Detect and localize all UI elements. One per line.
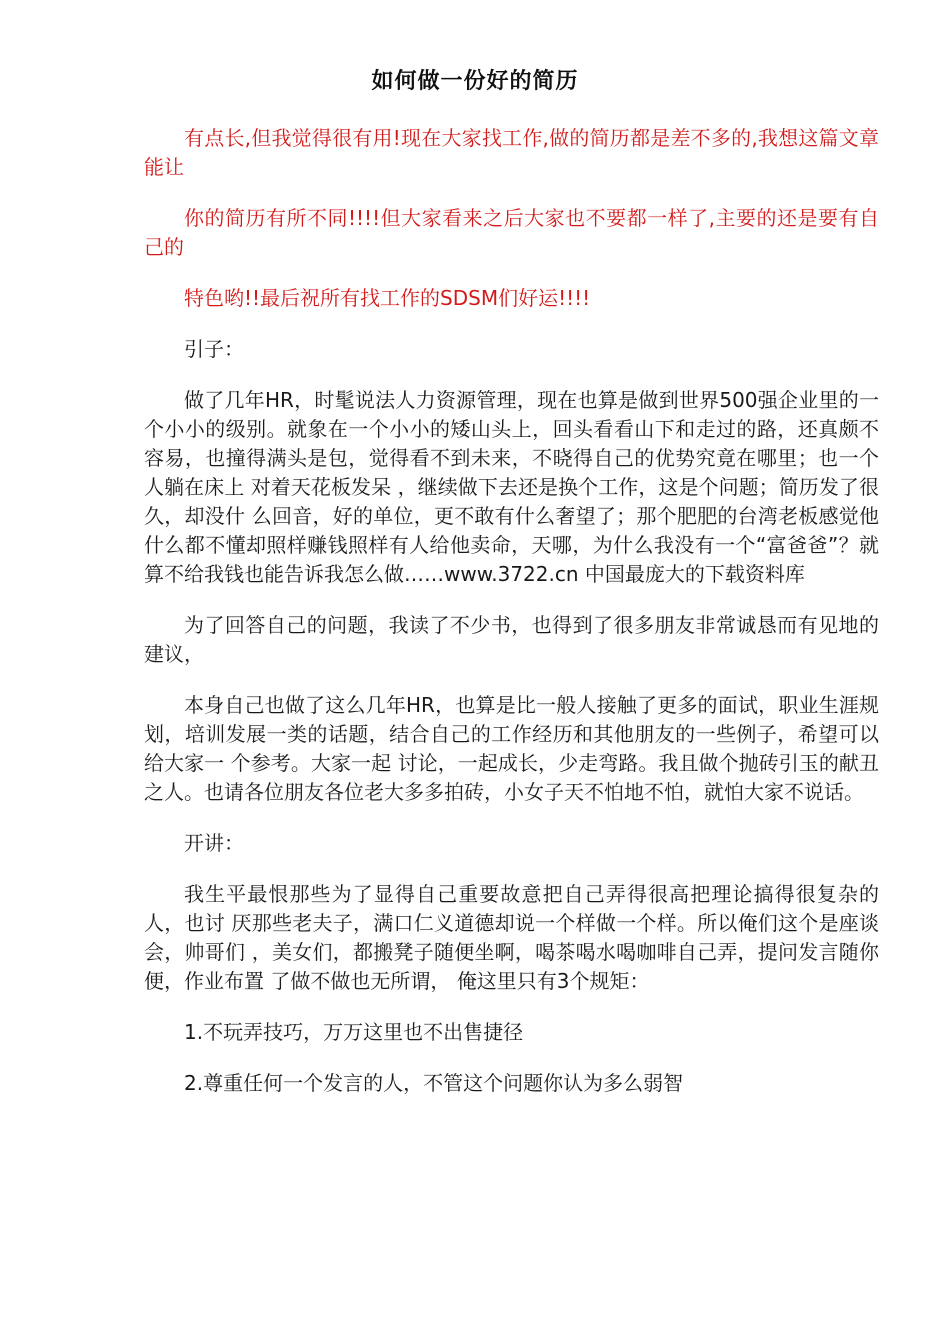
body-paragraph-4: 我生平最恨那些为了显得自己重要故意把自己弄得很高把理论搞得很复杂的人，也讨 厌那些老夫子，满口仁义道德却说一个样做一个样。所以俺们这个是座谈会，帅哥们 ，美女们，都搬凳子随便坐啊，喝茶喝水喝咖啡自己弄，提问发言随你便，作业布置 了做不做也无所谓， 俺这里只有3个规矩： [144, 882, 879, 993]
document-body [144, 124, 879, 1120]
section-heading-start: 开讲： [184, 831, 244, 855]
body-paragraph-3: 本身自己也做了这么几年HR，也算是比一般人接触了更多的面试，职业生涯规划，培训发展一类的话题，结合自己的工作经历和其他朋友的一些例子，希望可以给大家一 个参考。大家一起 讨论，一起成长，少走弯路。我且做个抛砖引玉的献丑之人。也请各位朋友各位老大多多拍砖，小女子天不怕地不怕，就怕大家不说话。 [144, 693, 879, 804]
document-title: 如何做一份好的简历 [371, 69, 579, 94]
body-paragraph-1: 做了几年HR，时髦说法人力资源管理，现在也算是做到世界500强企业里的一个小小的级别。就象在一个小小的矮山头上，回头看看山下和走过的路，还真颇不容易，也撞得满头是包，觉得看不到未来，不晓得自己的优势究竟在哪里；也一个人躺在床上 对着天花板发呆 ，继续做下去还是换个工作，这是个问题；简历发了很久，却没什 么回音，好的单位，更不敢有什么奢望了；那个肥肥的台湾老板感觉他什么都不懂却照样赚钱照样有人给他卖命，天哪，为什么我没有一个“富爸爸”？就算不给我钱也能告诉我怎么做……www.3722.cn 中国最庞大的下载资料库 [144, 388, 879, 586]
intro-paragraph-2: 你的简历有所不同!!!!但大家看来之后大家也不要都一样了,主要的还是要有自己的 [144, 206, 879, 259]
section-heading-preface: 引子： [184, 337, 244, 361]
rule-item-2: 2.尊重任何一个发言的人，不管这个问题你认为多么弱智 [184, 1071, 684, 1095]
body-paragraph-2: 为了回答自己的问题，我读了不少书，也得到了很多朋友非常诚恳而有见地的建议， [144, 613, 879, 666]
intro-paragraph-1: 有点长,但我觉得很有用!现在大家找工作,做的简历都是差不多的,我想这篇文章能让 [144, 126, 879, 179]
rule-item-1: 1.不玩弄技巧，万万这里也不出售捷径 [184, 1020, 524, 1044]
intro-paragraph-3: 特色哟!!最后祝所有找工作的SDSM们好运!!!! [184, 286, 591, 310]
